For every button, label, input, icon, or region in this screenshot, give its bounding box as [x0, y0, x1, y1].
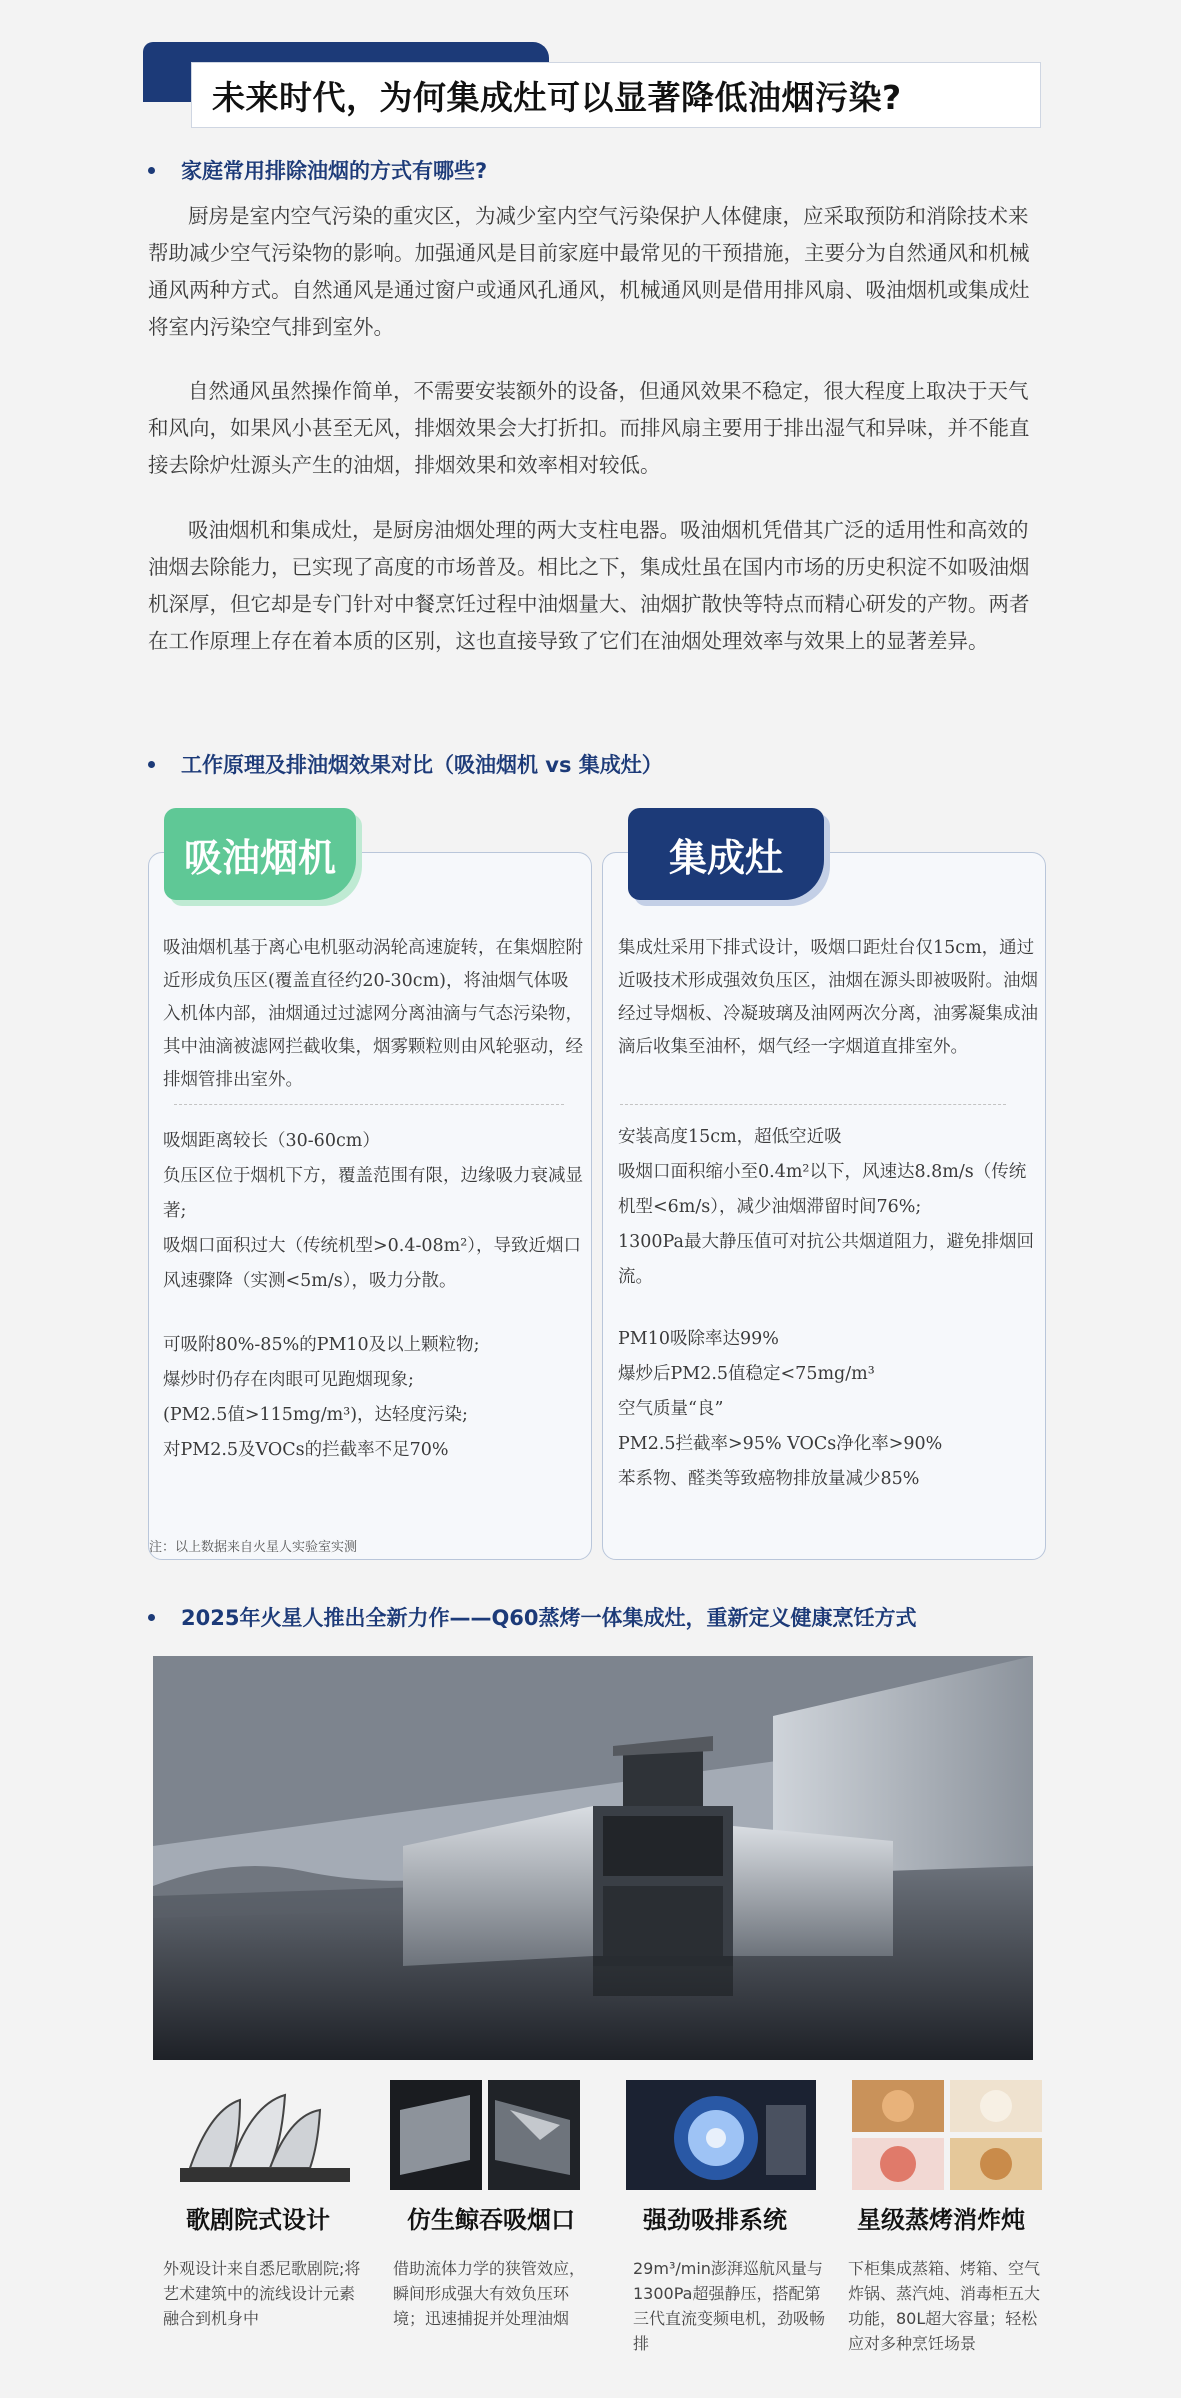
bullet-icon — [148, 167, 155, 174]
page-title: 未来时代，为何集成灶可以显著降低油烟污染? — [212, 77, 902, 117]
section-heading-methods — [148, 155, 487, 185]
tab-range-hood: 吸油烟机 — [164, 808, 356, 900]
list-item: 可吸附80%-85%的PM10及以上颗粒物; — [163, 1335, 480, 1355]
bullet-icon — [148, 1614, 155, 1621]
section-heading-text: 2025年火星人推出全新力作——Q60蒸烤一体集成灶，重新定义健康烹饪方式 — [181, 1606, 917, 1630]
list-item: 空气质量“良” — [618, 1399, 724, 1419]
feature-description: 下柜集成蒸箱、烤箱、空气炸锅、蒸汽炖、消毒柜五大功能，80L超大容量；轻松应对多种烹饪场景 — [848, 2259, 1041, 2353]
list-item: 爆炒后PM2.5值稳定<75mg/m³ — [618, 1364, 875, 1384]
list-item: 苯系物、醛类等致癌物排放量减少85% — [618, 1469, 920, 1489]
data-source-note: 注：以上数据来自火星人实验室实测 — [149, 1540, 358, 1555]
list-item: PM2.5拦截率>95% VOCs净化率>90% — [618, 1434, 943, 1454]
stove-description: 集成灶采用下排式设计，吸烟口距灶台仅15cm，通过近吸技术形成强效负压区，油烟在源头即被吸附。油烟经过导烟板、冷凝玻璃及油网两次分离，油雾凝集成油滴后收集至油杯，烟气经一字烟道直排室外。 — [618, 938, 1038, 1057]
section-heading-product — [148, 1602, 917, 1632]
feature-title: 星级蒸烤消炸炖 — [857, 2206, 1025, 2234]
list-item: 负压区位于烟机下方，覆盖范围有限，边缘吸力衰减显著; — [163, 1166, 583, 1221]
paragraph-1: 厨房是室内空气污染的重灾区，为减少室内空气污染保护人体健康，应采取预防和消除技术来帮助减少空气污染物的影响。加强通风是目前家庭中最常见的干预措施，主要分为自然通风和机械通风两种方式。自然通风是通过窗户或通风孔通风，机械通风则是借用排风扇、吸油烟机或集成灶将室内污染空气排到室外。 — [148, 204, 1030, 339]
feature-description: 29m³/min澎湃巡航风量与1300Pa超强静压，搭配第三代直流变频电机，劲吸畅排 — [633, 2259, 826, 2353]
range-hood-suction-points — [163, 1124, 583, 1299]
feature-title: 强劲吸排系统 — [643, 2206, 787, 2234]
feature-title: 歌剧院式设计 — [186, 2206, 330, 2234]
list-item: 对PM2.5及VOCs的拦截率不足70% — [163, 1440, 449, 1460]
bullet-icon — [148, 761, 155, 768]
title-banner — [191, 62, 1041, 128]
list-item: 吸烟口面积过大（传统机型>0.4-08m²），导致近烟口风速骤降（实测<5m/s），吸力分散。 — [163, 1236, 582, 1291]
paragraph-3: 吸油烟机和集成灶，是厨房油烟处理的两大支柱电器。吸油烟机凭借其广泛的适用性和高效的油烟去除能力，已实现了高度的市场普及。相比之下，集成灶虽在国内市场的历史积淀不如吸油烟机深厚，但它却是专门针对中餐烹饪过程中油烟量大、油烟扩散快等特点而精心研发的产物。两者在工作原理上存在着本质的区别，这也直接导致了它们在油烟处理效率与效果上的显著差异。 — [148, 518, 1030, 653]
feature-title: 仿生鲸吞吸烟口 — [407, 2206, 575, 2234]
divider — [174, 1104, 564, 1105]
opera-house-icon — [170, 2080, 360, 2190]
list-item: PM10吸除率达99% — [618, 1329, 779, 1349]
section-heading-text: 工作原理及排油烟效果对比（吸油烟机 vs 集成灶） — [181, 753, 663, 777]
paragraph-2: 自然通风虽然操作简单，不需要安装额外的设备，但通风效果不稳定，很大程度上取决于天气和风向，如果风小甚至无风，排烟效果会大打折扣。而排风扇主要用于排出湿气和异味，并不能直接去除炉灶源头产生的油烟，排烟效果和效率相对较低。 — [148, 379, 1030, 477]
product-hero-image — [153, 1656, 1033, 2060]
list-item: 1300Pa最大静压值可对抗公共烟道阻力，避免排烟回流。 — [618, 1232, 1034, 1287]
list-item: (PM2.5值>115mg/m³)，达轻度污染; — [163, 1405, 468, 1425]
list-item: 吸烟距离较长（30-60cm） — [163, 1131, 380, 1151]
divider — [620, 1104, 1006, 1105]
food-dishes-icon — [852, 2080, 1042, 2190]
list-item: 吸烟口面积缩小至0.4m²以下，风速达8.8m/s（传统机型<6m/s），减少油烟滞留时间76%; — [618, 1162, 1027, 1217]
tab-integrated-stove: 集成灶 — [628, 808, 824, 900]
feature-description: 借助流体力学的狭管效应，瞬间形成强大有效负压环境；迅速捕捉并处理油烟 — [393, 2259, 586, 2328]
feature-description: 外观设计来自悉尼歌剧院;将艺术建筑中的流线设计元素融合到机身中 — [163, 2259, 361, 2328]
stove-suction-points — [618, 1120, 1038, 1295]
product-scene-graphic — [153, 1656, 1033, 2060]
stove-effect-points — [618, 1322, 1038, 1497]
section-heading-text: 家庭常用排除油烟的方式有哪些? — [181, 159, 488, 183]
fan-motor-icon — [626, 2080, 816, 2190]
range-hood-effect-points — [163, 1328, 583, 1468]
list-item: 安装高度15cm，超低空近吸 — [618, 1127, 842, 1147]
list-item: 爆炒时仍存在肉眼可见跑烟现象; — [163, 1370, 414, 1390]
section-heading-comparison — [148, 749, 663, 779]
range-hood-description: 吸油烟机基于离心电机驱动涡轮高速旋转，在集烟腔附近形成负压区(覆盖直径约20-30cm)，将油烟气体吸入机体内部，油烟通过过滤网分离油滴与气态污染物，其中油滴被滤网拦截收集，烟雾颗粒则由风轮驱动，经排烟管排出室外。 — [163, 938, 583, 1090]
whale-intake-icon — [390, 2080, 580, 2190]
